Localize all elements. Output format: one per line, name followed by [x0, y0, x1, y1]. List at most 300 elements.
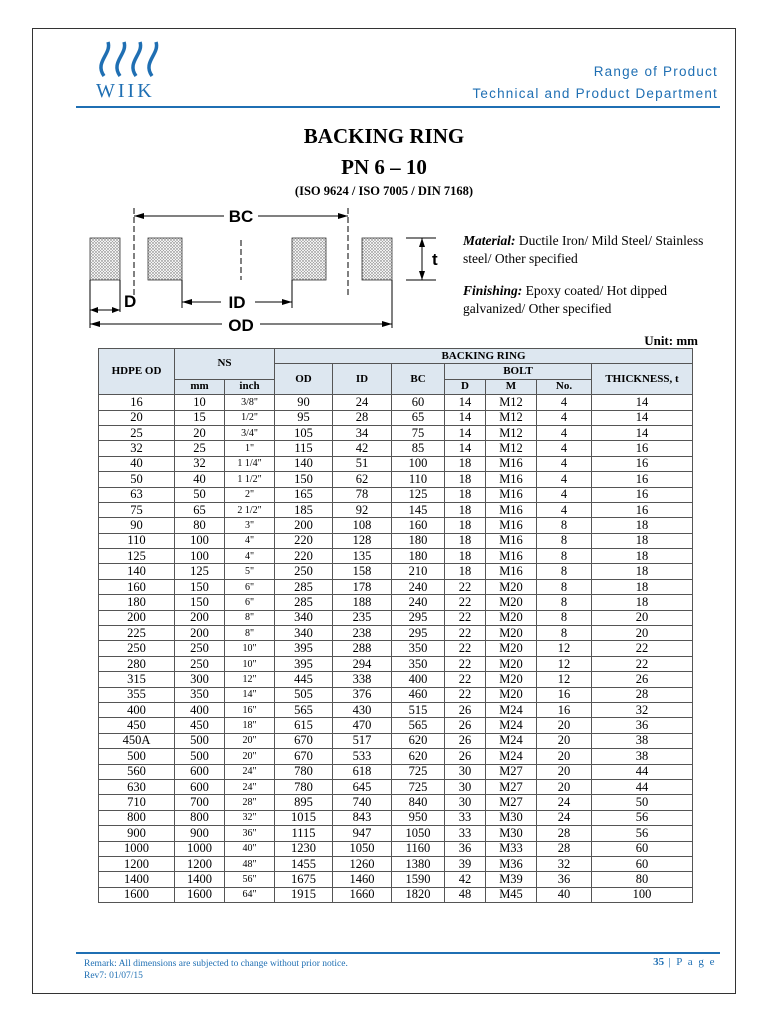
table-cell: 1600: [175, 887, 225, 902]
table-cell: 1000: [175, 841, 225, 856]
table-cell: 350: [175, 687, 225, 702]
table-cell: 110: [392, 472, 445, 487]
table-cell: 18: [445, 487, 486, 502]
table-cell: 8": [225, 626, 275, 641]
table-cell: 40": [225, 841, 275, 856]
table-cell: 18: [592, 595, 693, 610]
table-cell: 125: [392, 487, 445, 502]
table-cell: 60: [392, 395, 445, 410]
table-cell: 32: [175, 456, 225, 471]
table-cell: 840: [392, 795, 445, 810]
table-cell: 80: [175, 518, 225, 533]
pressure-rating: PN 6 – 10: [341, 155, 427, 179]
table-cell: 56: [592, 810, 693, 825]
table-cell: 24: [537, 795, 592, 810]
table-cell: M16: [486, 502, 537, 517]
table-cell: 10": [225, 641, 275, 656]
table-cell: 39: [445, 856, 486, 871]
table-cell: 1400: [175, 872, 225, 887]
page-title: BACKING RING: [303, 124, 465, 148]
table-cell: 355: [99, 687, 175, 702]
table-cell: 450A: [99, 733, 175, 748]
table-cell: 14: [592, 425, 693, 440]
table-cell: 14: [592, 395, 693, 410]
table-cell: 50: [175, 487, 225, 502]
table-cell: M20: [486, 687, 537, 702]
table-row: [99, 610, 693, 625]
table-cell: 645: [333, 779, 392, 794]
table-cell: 1050: [392, 826, 445, 841]
table-cell: 12: [537, 656, 592, 671]
table-cell: M16: [486, 564, 537, 579]
table-cell: 24": [225, 764, 275, 779]
table-cell: 295: [392, 610, 445, 625]
table-row: [99, 856, 693, 871]
table-body: [99, 395, 693, 903]
table-cell: 15: [175, 410, 225, 425]
table-cell: 4: [537, 487, 592, 502]
table-cell: 250: [175, 641, 225, 656]
table-cell: M27: [486, 779, 537, 794]
table-cell: 62: [333, 472, 392, 487]
table-cell: 32: [99, 441, 175, 456]
table-cell: 26: [445, 702, 486, 717]
page-number-value: 35: [653, 956, 665, 968]
table-cell: 160: [99, 579, 175, 594]
header-bolt-m: M: [486, 379, 537, 394]
table-cell: 620: [392, 733, 445, 748]
table-cell: 18: [445, 518, 486, 533]
table-cell: 8: [537, 610, 592, 625]
table-cell: 33: [445, 826, 486, 841]
table-cell: 105: [275, 425, 333, 440]
table-cell: 1675: [275, 872, 333, 887]
header-bc: BC: [392, 364, 445, 395]
table-cell: 16: [592, 502, 693, 517]
table-cell: 28: [333, 410, 392, 425]
table-cell: 400: [99, 702, 175, 717]
material-label: Material:: [463, 233, 516, 248]
table-cell: M12: [486, 441, 537, 456]
table-cell: 3/4": [225, 425, 275, 440]
table-cell: 18: [445, 564, 486, 579]
table-row: [99, 872, 693, 887]
table-cell: 1000: [99, 841, 175, 856]
table-cell: 36: [445, 841, 486, 856]
table-cell: M16: [486, 472, 537, 487]
table-cell: 24: [333, 395, 392, 410]
table-cell: 30: [445, 795, 486, 810]
table-cell: 4: [537, 456, 592, 471]
table-cell: 26: [445, 718, 486, 733]
table-cell: 210: [392, 564, 445, 579]
table-cell: 22: [445, 610, 486, 625]
table-cell: 32: [537, 856, 592, 871]
table-cell: 800: [99, 810, 175, 825]
table-cell: 28: [592, 687, 693, 702]
table-row: [99, 487, 693, 502]
table-cell: 950: [392, 810, 445, 825]
table-cell: 18: [592, 533, 693, 548]
table-cell: M20: [486, 656, 537, 671]
header-bolt-d: D: [445, 379, 486, 394]
table-cell: 48": [225, 856, 275, 871]
header-id: ID: [333, 364, 392, 395]
table-cell: 1200: [99, 856, 175, 871]
table-cell: 1015: [275, 810, 333, 825]
table-cell: 8: [537, 564, 592, 579]
table-cell: 60: [592, 841, 693, 856]
table-cell: 250: [275, 564, 333, 579]
table-cell: 4: [537, 395, 592, 410]
table-cell: 16: [99, 395, 175, 410]
table-cell: 1400: [99, 872, 175, 887]
header-inch: inch: [225, 379, 275, 394]
table-cell: 32": [225, 810, 275, 825]
table-cell: 200: [175, 626, 225, 641]
table-cell: 340: [275, 626, 333, 641]
table-cell: 8: [537, 549, 592, 564]
table-cell: 20: [592, 626, 693, 641]
table-cell: 33: [445, 810, 486, 825]
table-cell: 1 1/4": [225, 456, 275, 471]
table-row: [99, 672, 693, 687]
table-cell: 25: [175, 441, 225, 456]
table-cell: 900: [175, 826, 225, 841]
table-row: [99, 425, 693, 440]
table-cell: 1380: [392, 856, 445, 871]
table-cell: 1 1/2": [225, 472, 275, 487]
table-cell: 14: [445, 410, 486, 425]
table-cell: 470: [333, 718, 392, 733]
table-cell: 620: [392, 749, 445, 764]
table-cell: 350: [392, 656, 445, 671]
table-cell: 8: [537, 595, 592, 610]
table-cell: 50: [592, 795, 693, 810]
table-row: [99, 733, 693, 748]
table-row: [99, 718, 693, 733]
table-cell: M16: [486, 456, 537, 471]
table-cell: M12: [486, 410, 537, 425]
table-cell: 90: [275, 395, 333, 410]
table-row: [99, 456, 693, 471]
table-cell: M20: [486, 610, 537, 625]
table-row: [99, 626, 693, 641]
table-cell: 16": [225, 702, 275, 717]
table-cell: 20": [225, 733, 275, 748]
table-cell: 158: [333, 564, 392, 579]
table-cell: 150: [175, 579, 225, 594]
table-cell: M39: [486, 872, 537, 887]
table-cell: M24: [486, 718, 537, 733]
table-cell: 1115: [275, 826, 333, 841]
table-cell: 160: [392, 518, 445, 533]
table-cell: 200: [99, 610, 175, 625]
t-label: t: [432, 250, 438, 269]
table-cell: 22: [445, 641, 486, 656]
table-cell: 200: [275, 518, 333, 533]
table-row: [99, 395, 693, 410]
table-cell: 600: [175, 764, 225, 779]
header-department: Technical and Product Department: [472, 86, 718, 101]
table-cell: 150: [175, 595, 225, 610]
table-cell: 16: [592, 456, 693, 471]
table-cell: 500: [175, 749, 225, 764]
id-label: ID: [228, 293, 246, 312]
table-cell: 20: [537, 779, 592, 794]
table-cell: 315: [99, 672, 175, 687]
table-cell: 450: [175, 718, 225, 733]
table-row: [99, 887, 693, 902]
table-cell: 515: [392, 702, 445, 717]
table-cell: 20: [175, 425, 225, 440]
material-spec: [463, 232, 713, 268]
header-mm: mm: [175, 379, 225, 394]
table-cell: 4": [225, 533, 275, 548]
table-cell: 1260: [333, 856, 392, 871]
table-cell: 350: [392, 641, 445, 656]
table-cell: 40: [175, 472, 225, 487]
table-row: [99, 779, 693, 794]
table-cell: 288: [333, 641, 392, 656]
table-cell: 445: [275, 672, 333, 687]
table-cell: 8: [537, 579, 592, 594]
table-cell: M27: [486, 795, 537, 810]
table-cell: 185: [275, 502, 333, 517]
table-cell: 8: [537, 518, 592, 533]
table-row: [99, 564, 693, 579]
table-cell: 250: [99, 641, 175, 656]
table-cell: 128: [333, 533, 392, 548]
table-cell: 50: [99, 472, 175, 487]
table-cell: 670: [275, 749, 333, 764]
table-cell: 18: [445, 456, 486, 471]
table-cell: M24: [486, 749, 537, 764]
table-row: [99, 656, 693, 671]
table-cell: 4": [225, 549, 275, 564]
table-cell: 178: [333, 579, 392, 594]
page-label: | P a g e: [664, 956, 716, 968]
table-cell: 1460: [333, 872, 392, 887]
table-cell: 18": [225, 718, 275, 733]
backing-ring-table: [98, 348, 693, 903]
table-cell: 16: [592, 472, 693, 487]
table-row: [99, 502, 693, 517]
table-cell: 500: [175, 733, 225, 748]
table-cell: 505: [275, 687, 333, 702]
table-cell: 615: [275, 718, 333, 733]
table-cell: 294: [333, 656, 392, 671]
table-row: [99, 533, 693, 548]
page-number: [653, 956, 716, 968]
table-cell: M12: [486, 395, 537, 410]
table-cell: 40: [537, 887, 592, 902]
header-od: OD: [275, 364, 333, 395]
table-cell: 285: [275, 595, 333, 610]
table-cell: 115: [275, 441, 333, 456]
table-cell: M12: [486, 425, 537, 440]
table-cell: 22: [445, 687, 486, 702]
table-cell: 18: [592, 518, 693, 533]
table-cell: 51: [333, 456, 392, 471]
table-cell: 48: [445, 887, 486, 902]
table-cell: 140: [275, 456, 333, 471]
table-cell: 90: [99, 518, 175, 533]
d-label: D: [124, 292, 137, 311]
table-cell: 100: [392, 456, 445, 471]
table-cell: 22: [445, 579, 486, 594]
table-cell: 25: [99, 425, 175, 440]
table-cell: 6": [225, 595, 275, 610]
table-cell: 1455: [275, 856, 333, 871]
table-cell: 725: [392, 764, 445, 779]
table-cell: 95: [275, 410, 333, 425]
table-cell: 56": [225, 872, 275, 887]
finishing-label: Finishing:: [463, 283, 523, 298]
table-cell: 18: [592, 579, 693, 594]
table-cell: 1590: [392, 872, 445, 887]
logo-text: WIIK: [96, 80, 155, 102]
table-cell: 500: [99, 749, 175, 764]
table-cell: 240: [392, 579, 445, 594]
table-cell: 16: [537, 702, 592, 717]
table-cell: 3": [225, 518, 275, 533]
table-cell: 108: [333, 518, 392, 533]
table-cell: 22: [445, 595, 486, 610]
table-cell: 65: [175, 502, 225, 517]
table-row: [99, 549, 693, 564]
table-cell: M20: [486, 626, 537, 641]
table-cell: 36: [537, 872, 592, 887]
table-cell: 225: [99, 626, 175, 641]
table-cell: 18: [445, 533, 486, 548]
header-hdpe-od: HDPE OD: [99, 349, 175, 395]
revision-text: Rev7: 01/07/15: [84, 971, 143, 981]
table-cell: 200: [175, 610, 225, 625]
table-cell: 20: [537, 749, 592, 764]
table-cell: 220: [275, 549, 333, 564]
table-cell: 85: [392, 441, 445, 456]
table-cell: 395: [275, 641, 333, 656]
table-cell: 12: [537, 641, 592, 656]
table-cell: 338: [333, 672, 392, 687]
table-row: [99, 687, 693, 702]
table-cell: 533: [333, 749, 392, 764]
table-cell: M16: [486, 533, 537, 548]
table-row: [99, 579, 693, 594]
table-cell: M20: [486, 672, 537, 687]
table-cell: 450: [99, 718, 175, 733]
table-row: [99, 410, 693, 425]
table-cell: 140: [99, 564, 175, 579]
table-cell: M45: [486, 887, 537, 902]
footer-remark: [84, 958, 348, 982]
table-cell: 16: [537, 687, 592, 702]
table-cell: 14: [445, 395, 486, 410]
table-cell: 145: [392, 502, 445, 517]
table-cell: 295: [392, 626, 445, 641]
table-cell: 1160: [392, 841, 445, 856]
table-cell: M20: [486, 579, 537, 594]
table-cell: 14: [445, 425, 486, 440]
table-cell: 42: [333, 441, 392, 456]
table-cell: 80: [592, 872, 693, 887]
table-cell: 900: [99, 826, 175, 841]
table-cell: 670: [275, 733, 333, 748]
table-row: [99, 518, 693, 533]
table-cell: 28: [537, 841, 592, 856]
table-cell: 780: [275, 779, 333, 794]
table-cell: 125: [99, 549, 175, 564]
table-cell: 38: [592, 733, 693, 748]
table-cell: 460: [392, 687, 445, 702]
table-cell: 14": [225, 687, 275, 702]
table-cell: 100: [175, 549, 225, 564]
table-cell: 18: [445, 502, 486, 517]
table-cell: 44: [592, 779, 693, 794]
table-cell: M33: [486, 841, 537, 856]
table-cell: 565: [392, 718, 445, 733]
table-cell: 843: [333, 810, 392, 825]
table-cell: M20: [486, 641, 537, 656]
table-cell: 18: [592, 549, 693, 564]
finishing-text: Epoxy coated/ Hot dipped galvanized/ Other specified: [463, 283, 667, 316]
table-cell: 165: [275, 487, 333, 502]
table-cell: 947: [333, 826, 392, 841]
table-cell: 63: [99, 487, 175, 502]
table-cell: 24": [225, 779, 275, 794]
table-cell: 4: [537, 502, 592, 517]
table-cell: 235: [333, 610, 392, 625]
material-text: Ductile Iron/ Mild Steel/ Stainless steel/ Other specified: [463, 233, 704, 266]
table-cell: 56: [592, 826, 693, 841]
table-cell: 725: [392, 779, 445, 794]
table-cell: 710: [99, 795, 175, 810]
table-cell: 75: [99, 502, 175, 517]
table-cell: 180: [99, 595, 175, 610]
table-cell: 20: [537, 733, 592, 748]
table-cell: 78: [333, 487, 392, 502]
table-cell: M27: [486, 764, 537, 779]
table-cell: 20: [537, 718, 592, 733]
table-cell: 8: [537, 533, 592, 548]
table-cell: 16: [592, 487, 693, 502]
table-cell: 1915: [275, 887, 333, 902]
header-thickness: THICKNESS, t: [592, 364, 693, 395]
table-cell: 180: [392, 533, 445, 548]
table-row: [99, 441, 693, 456]
table-cell: 6": [225, 579, 275, 594]
table-cell: 400: [175, 702, 225, 717]
table-cell: 3/8": [225, 395, 275, 410]
table-cell: 376: [333, 687, 392, 702]
table-cell: 64": [225, 887, 275, 902]
table-cell: 5": [225, 564, 275, 579]
table-cell: 2 1/2": [225, 502, 275, 517]
table-cell: 110: [99, 533, 175, 548]
table-row: [99, 826, 693, 841]
table-cell: 220: [275, 533, 333, 548]
table-cell: 18: [445, 549, 486, 564]
table-cell: 517: [333, 733, 392, 748]
table-cell: 1820: [392, 887, 445, 902]
table-cell: 180: [392, 549, 445, 564]
finishing-spec: [463, 282, 713, 318]
table-cell: 24: [537, 810, 592, 825]
table-cell: 30: [445, 779, 486, 794]
table-cell: 150: [275, 472, 333, 487]
table-cell: 1/2": [225, 410, 275, 425]
